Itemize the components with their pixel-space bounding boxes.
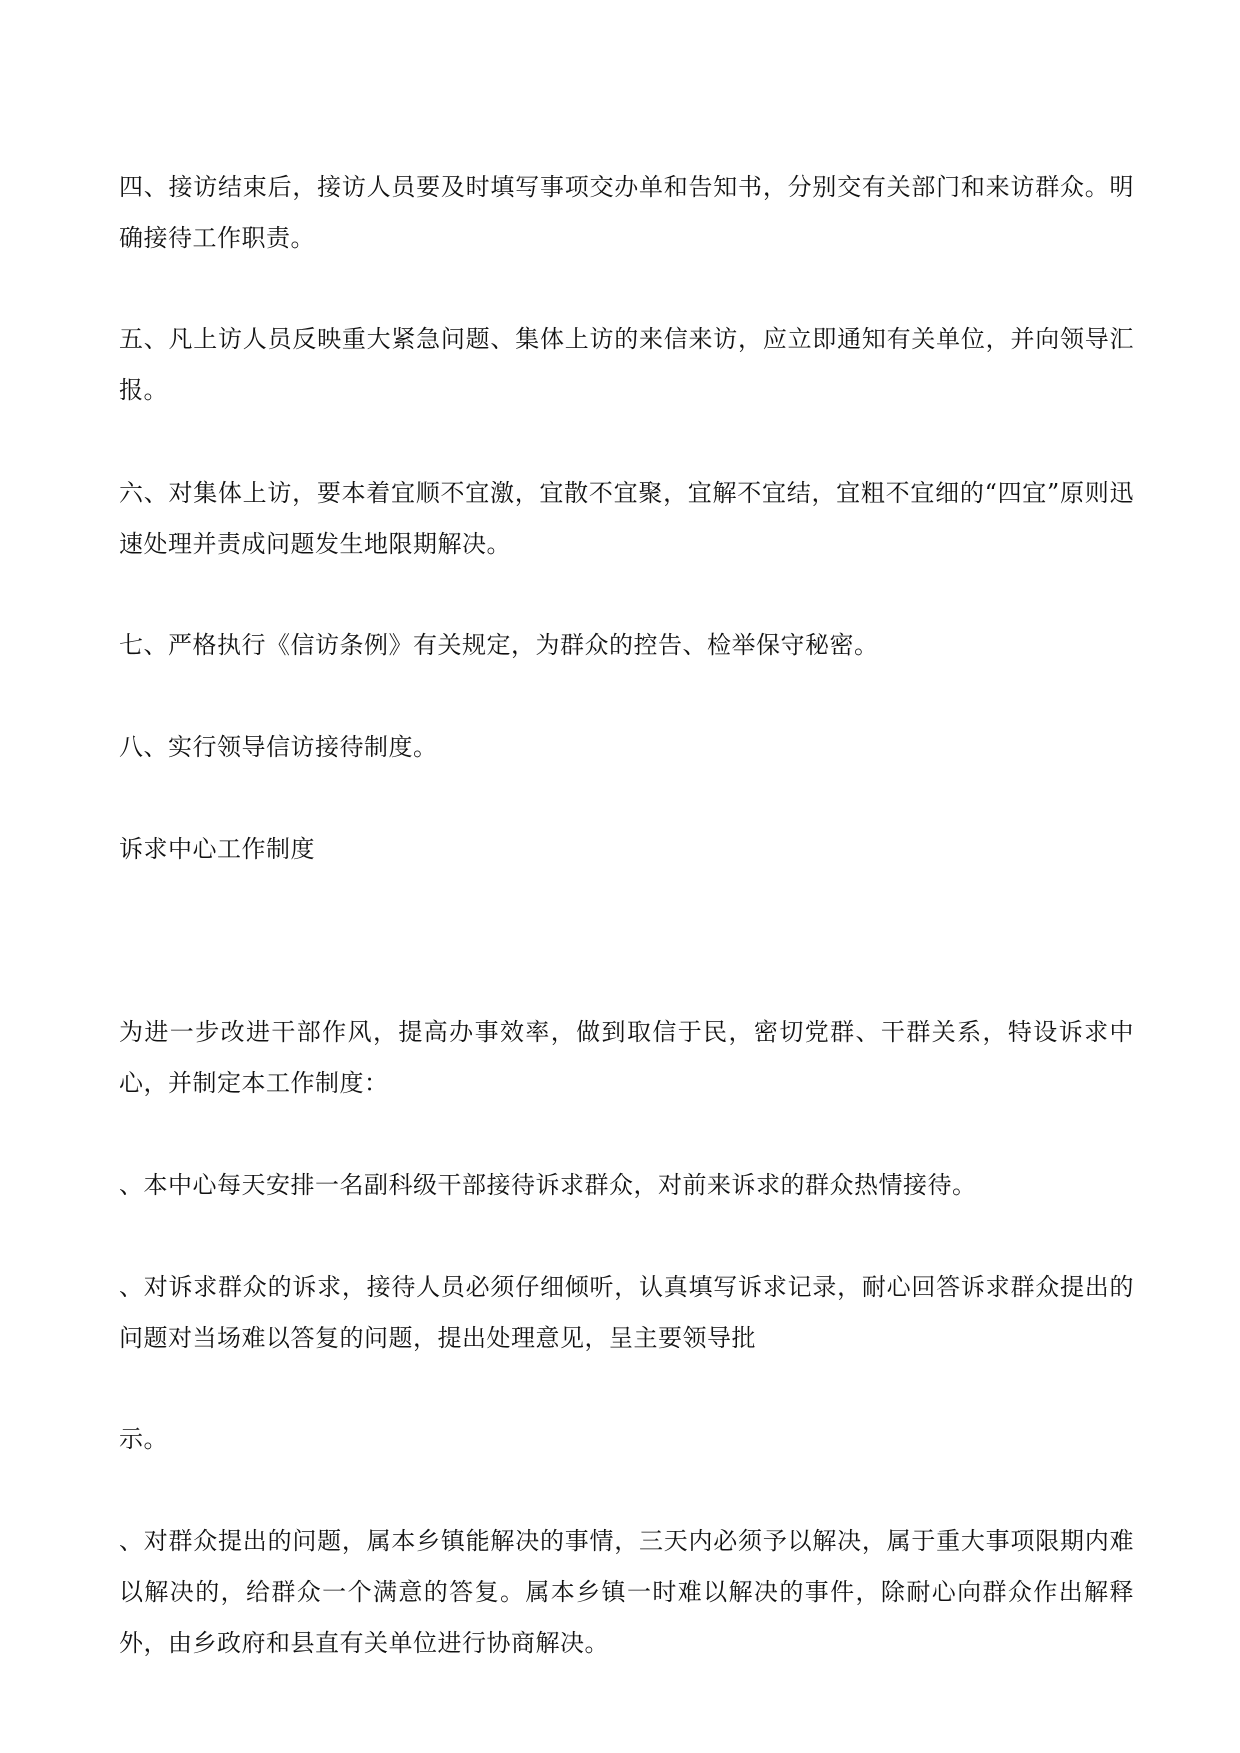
rule-three: 、对群众提出的问题，属本乡镇能解决的事情，三天内必须予以解决，属于重大事项限期内难以解决的，给群众一个满意的答复。属本乡镇一时难以解决的事件，除耐心向群众作出解释外，由乡政府和县直有关单位进行协商解决。 [119,1527,1134,1657]
rule-two: 、对诉求群众的诉求，接待人员必须仔细倾听，认真填写诉求记录，耐心回答诉求群众提出的问题对当场难以答复的问题，提出处理意见，呈主要领导批 [119,1273,1134,1352]
paragraph-eight: 八、实行领导信访接待制度。 [119,733,438,761]
rule-two-continued: 示。 [119,1425,168,1453]
paragraph-five: 五、凡上访人员反映重大紧急问题、集体上访的来信来访，应立即通知有关单位，并向领导汇报。 [119,325,1134,404]
paragraph-six: 六、对集体上访，要本着宜顺不宜激，宜散不宜聚，宜解不宜结，宜粗不宜细的“四宜”原则迅速处理并责成问题发生地限期解决。 [119,479,1134,558]
paragraph-seven: 七、严格执行《信访条例》有关规定，为群众的控告、检举保守秘密。 [119,631,879,659]
intro-paragraph: 为进一步改进干部作风，提高办事效率，做到取信于民，密切党群、干群关系，特设诉求中心，并制定本工作制度： [119,1018,1134,1097]
section-heading: 诉求中心工作制度 [119,835,315,863]
rule-one: 、本中心每天安排一名副科级干部接待诉求群众，对前来诉求的群众热情接待。 [119,1171,977,1199]
paragraph-four: 四、接访结束后，接访人员要及时填写事项交办单和告知书，分别交有关部门和来访群众。明确接待工作职责。 [119,173,1134,252]
